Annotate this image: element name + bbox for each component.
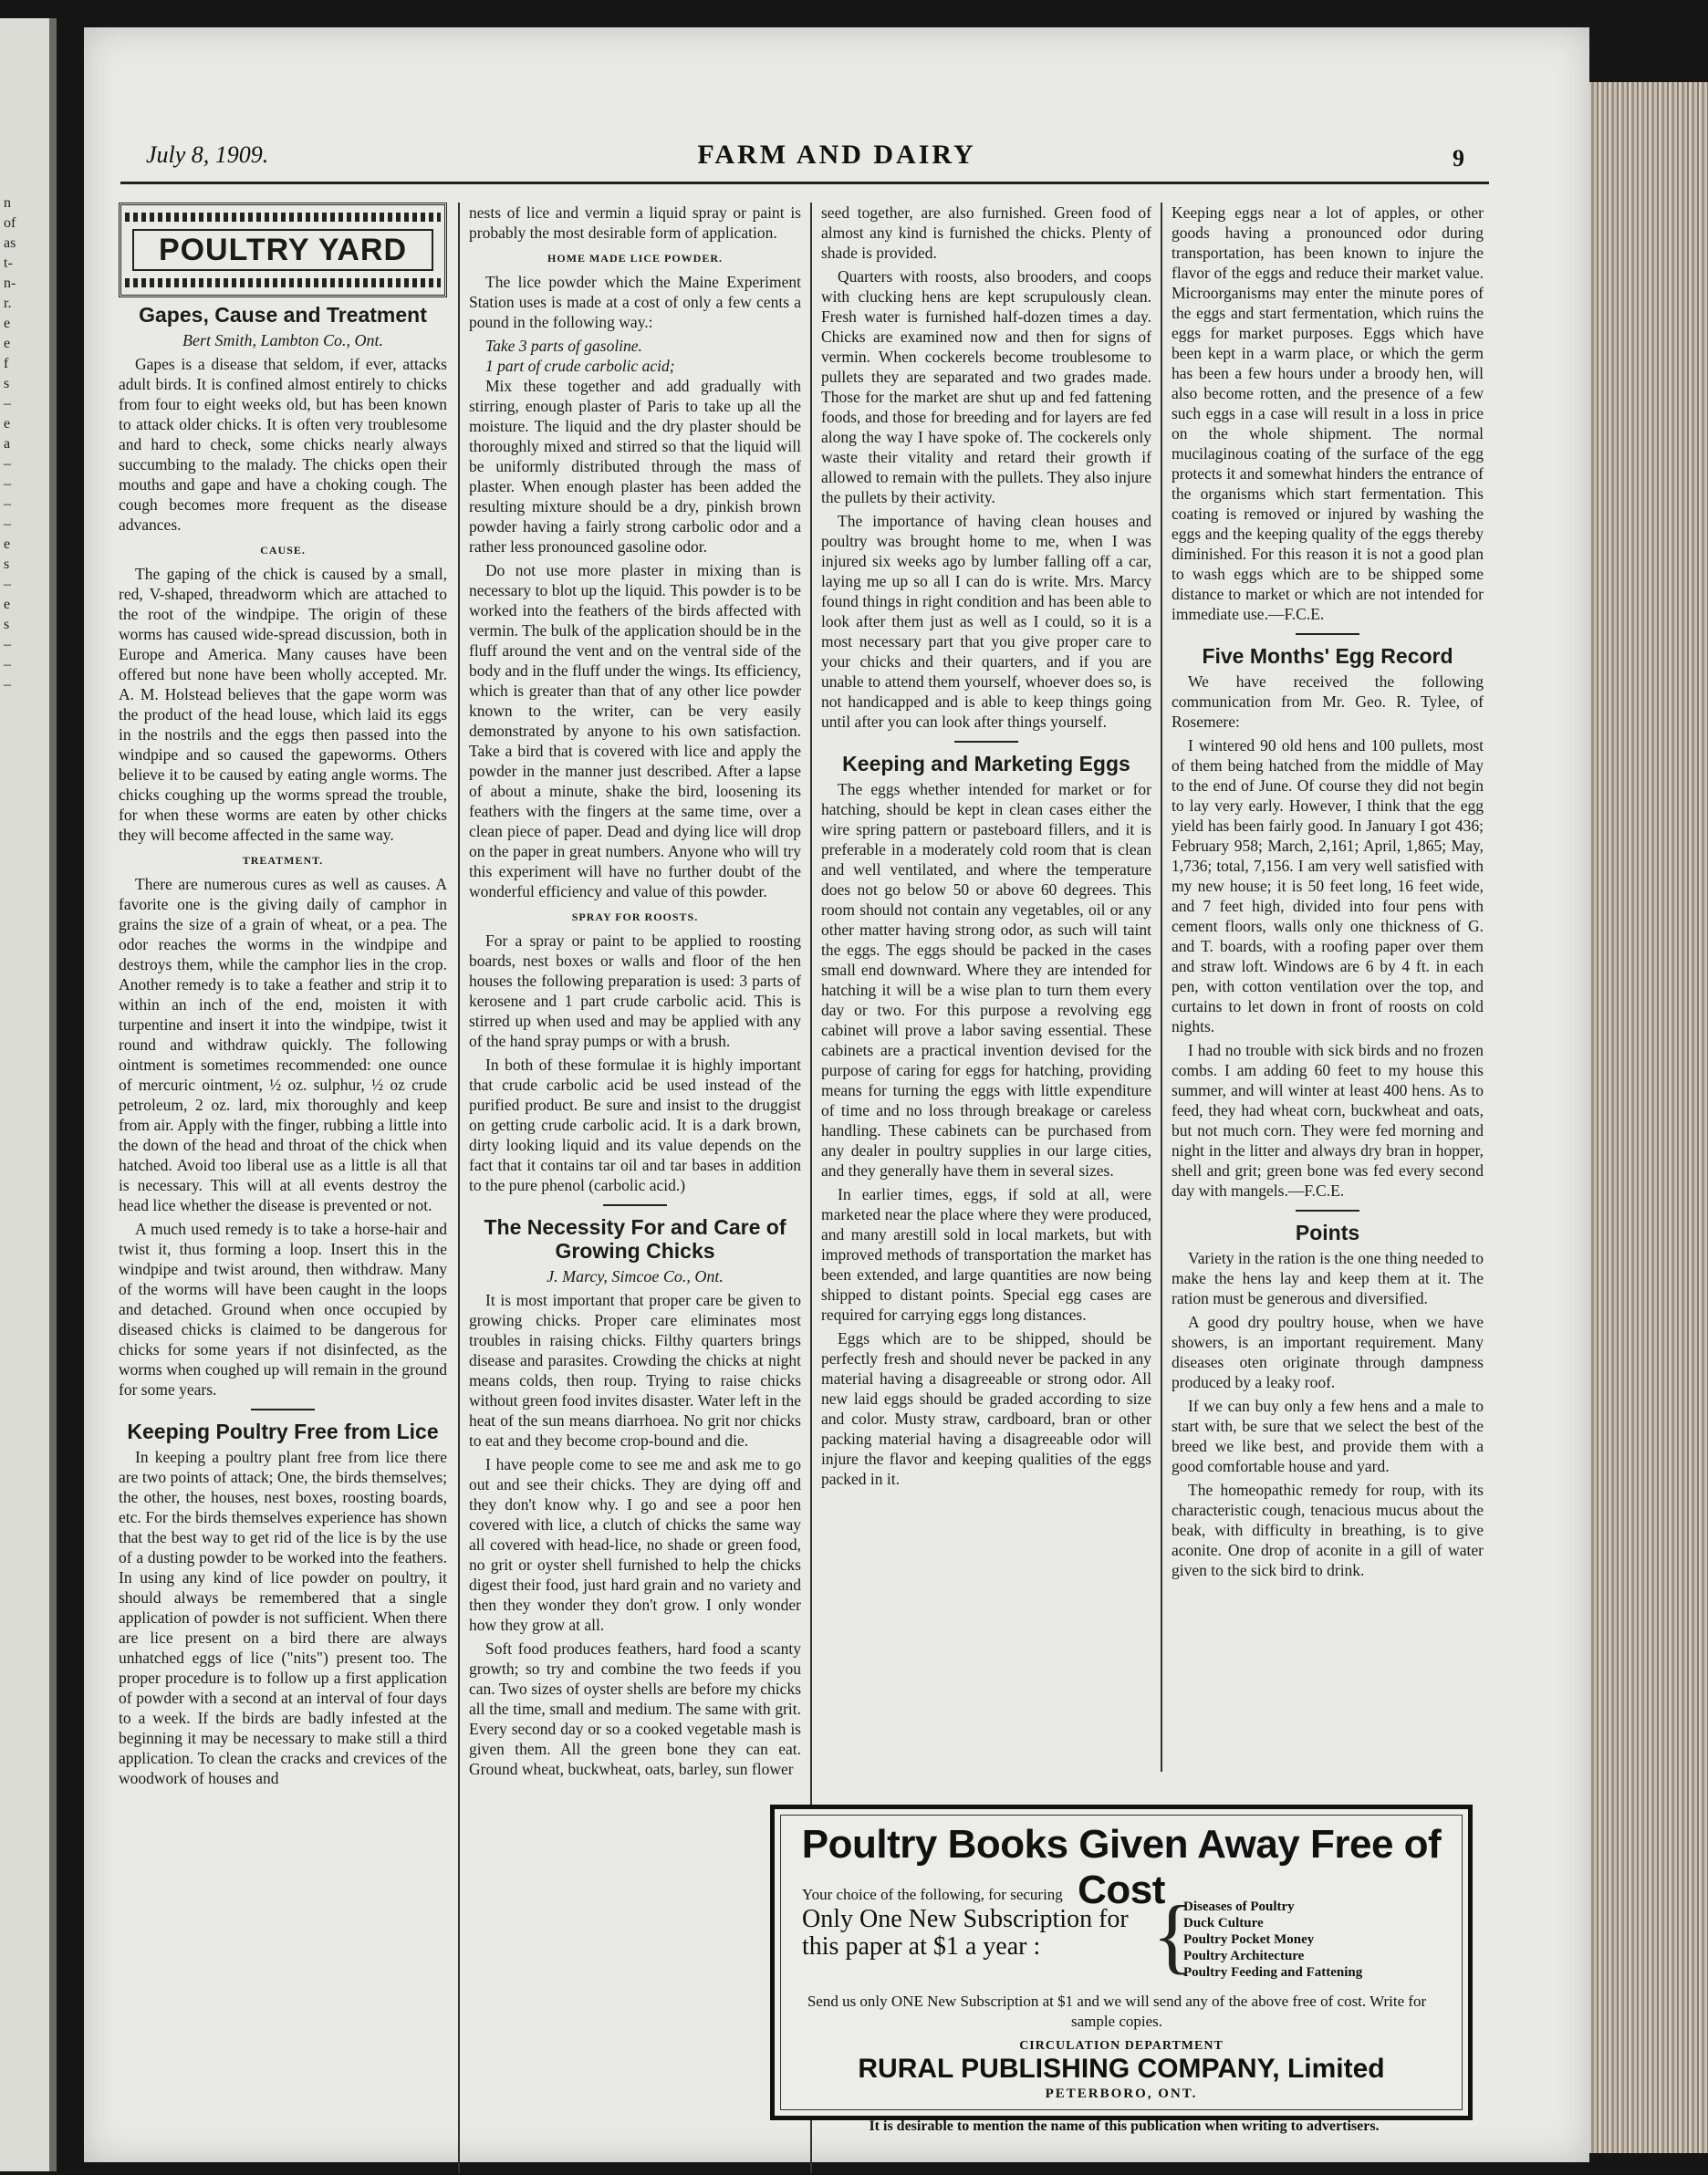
article-title: Five Months' Egg Record: [1202, 644, 1453, 668]
ad-send-text: Send us only ONE New Subscription at $1 and we will send any of the above free of cost. Write for sample copies.: [807, 1993, 1427, 2030]
paragraph: I had no trouble with sick birds and no frozen combs. I am adding 60 feet to my house this summer, and will winter at least 400 hens. As to feed, they had wheat corn, buckwheat and oats, but not much corn. They were fed morning and night in the litter and always dry bran in hopper, shell and grit; green bone was fed every second day with mangels.—F.C.E.: [1172, 1041, 1484, 1200]
adjacent-page-text-fragment: t-: [4, 255, 13, 271]
article-divider: [603, 1204, 667, 1206]
section-title-box: [119, 203, 447, 297]
adjacent-page-text-fragment: f: [4, 356, 9, 371]
column-rule: [458, 203, 460, 2173]
column-4: [1172, 203, 1484, 1584]
ad-department: CIRCULATION DEPARTMENT: [1019, 2039, 1224, 2053]
adjacent-page-text-fragment: n-: [4, 276, 16, 291]
paragraph: Do not use more plaster in mixing than is necessary to blot up the liquid. This powder is to be worked into the feathers of the birds affected with vermin. The bulk of the application should be in the fluff around the vent and on the ventral side of the body and in the fluff under the wings. Its efficiency, which is greater than that of any other lice powder known to the writer, can be very easily demonstrated by anyone to his own satisfaction. Take a bird that is covered with lice and apply the powder in the manner just described. After a lapse of about a minute, shake the bird, loosening its feathers with the fingers at the same time, over a clean piece of paper. Dead and dying lice will drop on the paper in great numbers. Anyone who will try this experiment will have no further doubt of the wonderful efficiency and value of this powder.: [469, 561, 801, 900]
paragraph: nests of lice and vermin a liquid spray or paint is probably the most desirable form of application.: [469, 203, 801, 242]
paragraph: I have people come to see me and ask me to go out and see their chicks. They are dying off and they don't know why. I go and see a poor hen covered with lice, a clutch of chicks the same way all covered with head-lice, no shade or green food, no grit or oyster shell furnished to help the chicks digest their food, just hard grain and no variety and then they wonder they don't grow. I only wonder how they grow at all.: [469, 1455, 801, 1634]
adjacent-page-text-fragment: n: [4, 195, 11, 211]
page-footer-note: It is desirable to mention the name of this publication when writing to advertisers.: [869, 2118, 1380, 2134]
article-divider: [954, 741, 1018, 743]
ad-offer-text: Only One New Subscription for this paper at $1 a year :: [802, 1905, 1129, 1961]
newspaper-page: [84, 27, 1589, 2162]
paragraph: The lice powder which the Maine Experiment Station uses is made at a cost of only a few cents a pound in the following way.:: [469, 273, 801, 331]
column-rule: [1161, 203, 1162, 1772]
section-title: POULTRY YARD: [132, 229, 433, 271]
adjacent-page-text-fragment: s: [4, 557, 10, 572]
page-header: [84, 114, 1589, 187]
article-divider: [251, 1409, 315, 1410]
adjacent-page-text-fragment: of: [4, 215, 16, 231]
adjacent-page-text-fragment: s: [4, 617, 10, 632]
paragraph: Variety in the ration is the one thing needed to make the hens lay and keep them at it. The ration must be generous and diversified.: [1172, 1249, 1484, 1307]
paragraph: Keeping eggs near a lot of apples, or other goods having a pronounced odor during transportation, has been known to injure the flavor of the eggs and reduce their market value. Microorganisms may enter the minute pores of the eggs and start fermentation, which ruins the eggs for market purposes. Eggs which have been kept in a warm place, or which the germ has been a few hours under a broody hen, will also become rotten, and the presence of a few such eggs in a case will result in a loss in price on the whole shipment. The normal mucilaginous coating of the surface of the egg protects it and somewhat hinders the entrance of the organisms which start fermentation. This coating is removed or injured by washing the eggs and the keeping quality of the eggs thereby diminished. For this reason it is not a good plan to wash eggs which are to be shipped some distance to market or which are not intended for immediate use.—F.C.E.: [1172, 203, 1484, 623]
adjacent-page-text-fragment: e: [4, 597, 11, 612]
adjacent-page-text-fragment: e: [4, 536, 11, 552]
adjacent-page-text-fragment: e: [4, 416, 11, 432]
subheading: HOME MADE LICE POWDER.: [547, 252, 723, 265]
column-1: [119, 203, 447, 1792]
adjacent-page-text-fragment: –: [4, 476, 11, 492]
ad-company-name: RURAL PUBLISHING COMPANY, Limited: [858, 2054, 1385, 2084]
ornament-border-top: [125, 213, 441, 222]
paragraph: There are numerous cures as well as causes. A favorite one is the giving daily of camphor in grains the size of a grain of wheat, or a pea. The odor reaches the worms in the windpipe and destroys them, while the camphor lies in the crop. Another remedy is to take a feather and strip it to within an inch of the end, moisten it with turpentine and insert it into the windpipe, twist it round and withdraw quickly. The following ointment is sometimes recommended: one ounce of mercuric ointment, ½ oz. sulphur, ½ oz crude petroleum, 2 oz. lard, mix thoroughly and keep from air. Apply with the finger, rubbing a little into the down of the head and throat of the chick when hatched. Avoid too liberal use as a little is all that is necessary. This will at all events destroy the head lice whether the disease is prevented or not.: [119, 875, 447, 1214]
article-divider: [1296, 1210, 1359, 1212]
subheading: TREATMENT.: [242, 854, 324, 867]
ad-location: PETERBORO, ONT.: [1045, 2087, 1198, 2101]
article-divider: [1296, 633, 1359, 635]
adjacent-page-text-fragment: –: [4, 396, 11, 411]
paragraph: For a spray or paint to be applied to roosting boards, nest boxes or walls and floor of the hen houses the following preparation is used: 3 parts of kerosene and 1 part crude carbolic acid. This is stirred up when used and may be applied with any of the hand spray pumps or with a brush.: [469, 931, 801, 1050]
adjacent-page-text-fragment: –: [4, 496, 11, 512]
ad-book-list: [1183, 1899, 1362, 1981]
article-byline: Bert Smith, Lambton Co., Ont.: [182, 331, 383, 349]
subheading: CAUSE.: [260, 544, 306, 557]
masthead-title: FARM AND DAIRY: [697, 140, 976, 170]
paragraph: In keeping a poultry plant free from lice there are two points of attack; One, the birds themselves; the other, the houses, nest boxes, roosting boards, etc. For the birds themselves experience has shown that the best way to get rid of the lice is by the use of a dusting powder to be worked into the feathers. In using any kind of lice powder on poultry, it should always be remembered that a single application of powder is not sufficient. When there are lice present on a bird there are always unhatched eggs of lice ("nits") present too. The proper procedure is to follow up a first application of powder with a second at an interval of four days to a week. If the birds are badly infested at the beginning it may be necessary to make still a third application. To clean the cracks and crevices of the woodwork of houses and: [119, 1448, 447, 1787]
advertisement-box: [770, 1805, 1473, 2120]
adjacent-page-text-fragment: e: [4, 336, 11, 351]
paragraph: Eggs which are to be shipped, should be perfectly fresh and should never be packed in any material having a disagreeable or strong odor. All new laid eggs should be graded according to size and color. Musty straw, cardboard, bran or other packing material having a disagreeable odor will injure the flavor and keeping qualities of the eggs packed in it.: [821, 1329, 1151, 1488]
subheading: SPRAY FOR ROOSTS.: [571, 911, 699, 923]
paragraph: A much used remedy is to take a horse-hair and twist it, thus forming a loop. Insert this in the windpipe and twist around, then withdraw. Many of the worms will have been caught in the loops and detached. Ground when once occupied by diseased chicks is claimed to be dangerous for chicks for some years if not disinfected, as the worms when coughed up will remain in the ground for some years.: [119, 1220, 447, 1399]
article-byline: J. Marcy, Simcoe Co., Ont.: [547, 1267, 724, 1285]
curly-brace-icon: {: [1152, 1889, 1193, 1982]
recipe-line: 1 part of crude carbolic acid;: [485, 357, 675, 375]
adjacent-page-text-fragment: r.: [4, 296, 12, 311]
article-title: The Necessity For and Care of Growing Chicks: [484, 1215, 786, 1263]
paragraph: Gapes is a disease that seldom, if ever, attacks adult birds. It is confined almost entirely to chicks from four to eight weeks old, but has been known to attack older chicks. It is often very troublesome and hard to check, some chicks nearly always succumbing to the malady. The chicks open their mouths and gape and have a choking cough. The cough becomes more frequent as the disease advances.: [119, 355, 447, 534]
paragraph: A good dry poultry house, when we have showers, is an important requirement. Many diseases oten originate through dampness produced by a leaky roof.: [1172, 1313, 1484, 1391]
ad-book-item: Diseases of Poultry: [1183, 1899, 1295, 1914]
paragraph: In both of these formulae it is highly important that crude carbolic acid be used instead of the purified product. Be sure and insist to the druggist on getting crude carbolic acid. It is a dark brown, dirty looking liquid and its value depends on the fact that it contains tar oil and tar bases in addition to the pure phenol (carbolic acid.): [469, 1056, 801, 1194]
paragraph: Mix these together and add gradually with stirring, enough plaster of Paris to take up all the moisture. The liquid and the dry plaster should be thoroughly mixed and stirred so that the liquid will be uniformly distributed through the mass of plaster. When enough plaster has been added the resulting mixture should be a dry, pinkish brown powder having a fairly strong carbolic odor and a rather less pronounced gasoline odor.: [469, 377, 801, 556]
paragraph: We have received the following communication from Mr. Geo. R. Tylee, of Rosemere:: [1172, 672, 1484, 731]
ad-choice-text: Your choice of the following, for securing: [802, 1886, 1063, 1903]
issue-date: July 8, 1909.: [146, 141, 269, 168]
paragraph: In earlier times, eggs, if sold at all, were marketed near the place where they were produced, and many arestill sold in local markets, but with improved methods of transportation the market has been extended, and large quantities are now being shipped to distant points. Special egg cases are required for carrying eggs long distances.: [821, 1185, 1151, 1324]
ad-headline: Poultry Books Given Away Free of Cost: [801, 1822, 1442, 1912]
paragraph: The gaping of the chick is caused by a small, red, V-shaped, threadworm which are attached to the root of the windpipe. The origin of these worms has caused wide-spread discussion, both in Europe and America. Many causes have been offered but none have been wholly accepted. Mr. A. M. Holstead believes that the gape worm was the product of the head louse, which laid its eggs in the nostrils and the eggs then passed into the windpipe and so caused the gapeworms. Others believe it to be caused by eating angle worms. The chicks coughing up the worms spread the trouble, for when these worms are eaten by other chicks they will become affected in the same way.: [119, 565, 447, 844]
ad-book-item: Poultry Architecture: [1183, 1949, 1305, 1963]
column-3: [821, 203, 1151, 1493]
paragraph: If we can buy only a few hens and a male to start with, be sure that we select the best of the breed we like best, and provide them with a good comfortable house and yard.: [1172, 1397, 1484, 1475]
article-title: Keeping and Marketing Eggs: [842, 752, 1130, 775]
article-title: Gapes, Cause and Treatment: [139, 303, 427, 327]
adjacent-page-text-fragment: –: [4, 577, 11, 592]
adjacent-page-text-fragment: –: [4, 456, 11, 472]
adjacent-page-text-fragment: –: [4, 637, 11, 652]
adjacent-page-text-fragment: –: [4, 677, 11, 692]
adjacent-page-text-fragment: –: [4, 657, 11, 672]
article-title: Points: [1295, 1221, 1360, 1244]
column-2: [469, 203, 801, 1783]
adjacent-page-text-fragment: –: [4, 516, 11, 532]
book-page-edges: [1571, 82, 1708, 2153]
adjacent-page-text-fragment: as: [4, 235, 16, 251]
paragraph: Soft food produces feathers, hard food a scanty growth; so try and combine the two feeds if you can. Two sizes of oyster shells are before my chicks all the time, small and medium. The same with grit. Every second day or so a cooked vegetable mash is given them. All the green bone they can eat. Ground wheat, buckwheat, oats, barley, sun flower: [469, 1639, 801, 1778]
paragraph: The eggs whether intended for market or for hatching, should be kept in clean cases either the wire spring pattern or pasteboard fillers, and it is preferable in a moderately cold room that is clean and well ventilated, and where the temperature does not go below 50 or above 60 degrees. This room should not contain any vegetables, oil or any other matter having strong odor, as such will taint the eggs. The eggs should be packed in the cases small end downward. Where they are intended for hatching it will be a wise plan to turn them every day or two. For this purpose a revolving egg cabinet will prove a labor saving essential. These cabinets are a practical invention devised for the purpose of caring for eggs for hatching, providing means for turning the eggs with little expenditure of time and no loss through breakage or careless handling. These cabinets can be purchased from any dealer in poultry supplies in our large cities, and they generally have them in several sizes.: [821, 780, 1151, 1180]
recipe-line: Take 3 parts of gasoline.: [485, 337, 642, 355]
ad-book-item: Duck Culture: [1183, 1916, 1264, 1930]
adjacent-page-text-fragment: s: [4, 376, 10, 391]
ad-book-item: Poultry Pocket Money: [1183, 1932, 1315, 1947]
adjacent-page-edge: [0, 18, 57, 2171]
paragraph: It is most important that proper care be given to growing chicks. Proper care eliminates most troubles in raising chicks. Filthy quarters brings disease and parasites. Crowding the chicks at night means colds, then roup. Trying to raise chicks without green food invites disaster. Water left in the heat of the sun means diarrhoea. No grit nor chicks to eat and they become crop-bound and die.: [469, 1291, 801, 1450]
paragraph: The importance of having clean houses and poultry was brought home to me, when I was injured six weeks ago by lumber falling off a car, laying me up so all I can do is write. Mrs. Marcy found things in right condition and has been able to look after them just as well as I could, so it is a most necessary part that you give proper care to your chicks and their quarters, and if you are unable to attend them yourself, whoever does so, is not handicapped and is able to keep things going until after you can look after things yourself.: [821, 512, 1151, 731]
paragraph: The homeopathic remedy for roup, with its characteristic cough, tenacious mucus about the beak, with difficulty in breathing, is to give aconite. One drop of aconite in a gill of water given to the sick bird to drink.: [1172, 1481, 1484, 1579]
adjacent-page-text-fragment: e: [4, 316, 11, 331]
paragraph: seed together, are also furnished. Green food of almost any kind is furnished the chicks. Plenty of shade is provided.: [821, 203, 1151, 262]
ad-book-item: Poultry Feeding and Fattening: [1183, 1965, 1363, 1980]
article-title: Keeping Poultry Free from Lice: [127, 1420, 439, 1443]
adjacent-page-text-fragment: a: [4, 436, 11, 452]
paragraph: Quarters with roosts, also brooders, and coops with clucking hens are kept scrupulously clean. Fresh water is furnished half-dozen times a day. Chicks are examined now and then for signs of vermin. When cockerels become troublesome to pullets they are separated and two grades made. Those for the market are shut up and fed fattening foods, and those for breeding and for layers are fed along the way I have spoke of. The cockerels only waste their vitality and retard their growth if allowed to remain with the pullets. They also injure the pullets by their activity.: [821, 267, 1151, 506]
page-number: 9: [1453, 145, 1464, 172]
ornament-border-bottom: [125, 278, 441, 287]
paragraph: I wintered 90 old hens and 100 pullets, most of them being hatched from the middle of May to the end of June. Of course they did not begin to lay very early. However, I think that the egg yield has been fairly good. In January I got 436; February 958; March, 2,161; April, 1,865; May, 1,736; total, 7,156. I am very well satisfied with my new house; it is 50 feet long, 16 feet wide, and 7 feet high, divided into four pens with cement floors, walls only one thickness of G. and T. boards, with a roofing paper over them and straw loft. Windows are 6 by 4 ft. in each pen, with cotton ventilation over the top, and curtains to let down in front of roosts on cold nights.: [1172, 736, 1484, 1035]
header-rule: [120, 182, 1489, 184]
